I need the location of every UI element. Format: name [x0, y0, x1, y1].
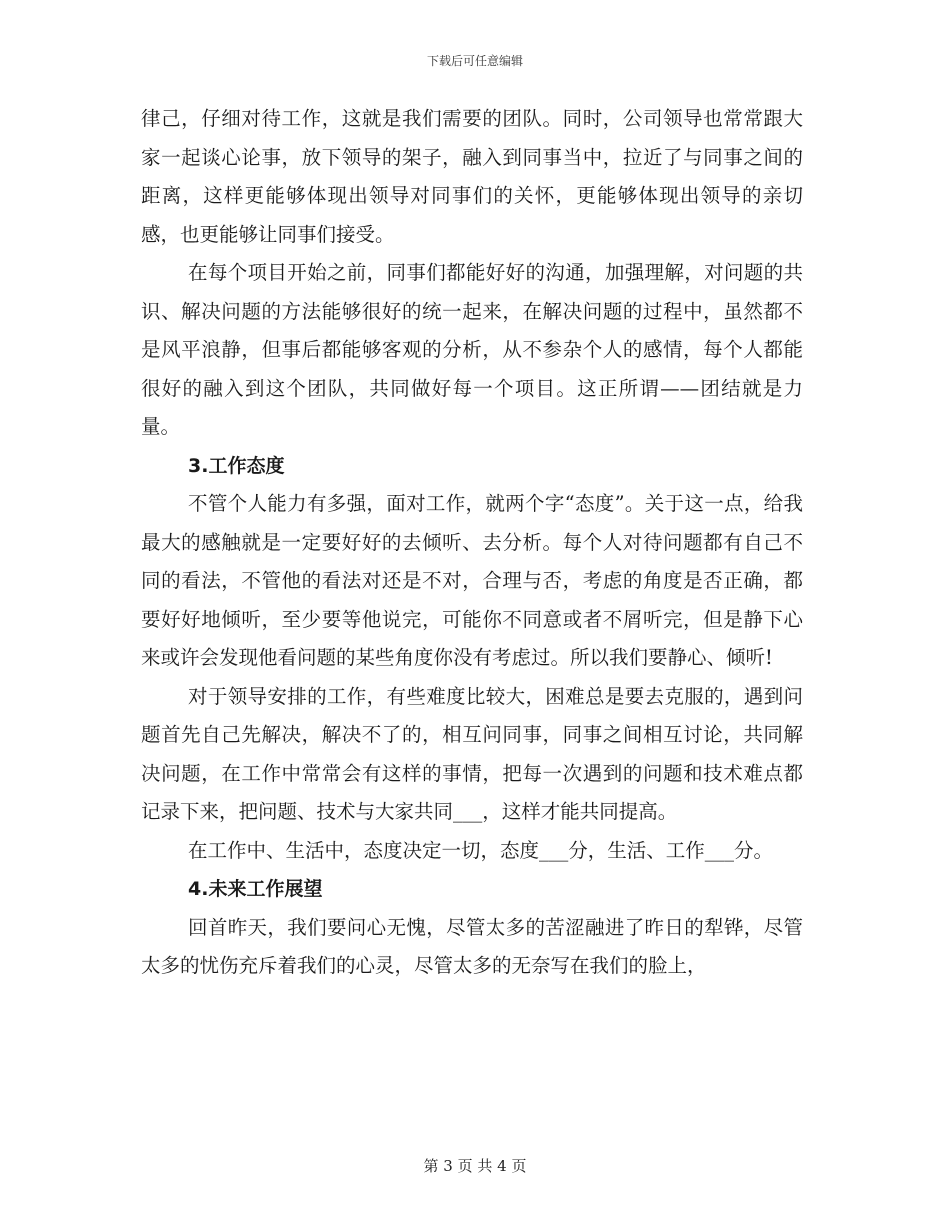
page-number: 第 3 页 共 4 页 — [423, 1157, 527, 1175]
paragraph-project-communication: 在每个项目开始之前，同事们都能好好的沟通，加强理解，对问题的共识、解决问题的方法能够很好的统一起来，在解决问题的过程中，虽然都不是风平浪静，但事后都能够客观的分析，从不参杂个人的感情，每个人都能很好的融入到这个团队，共同做好每一个项目。这正所谓——团结就是力量。 — [141, 261, 803, 438]
paragraph-attitude-everything: 在工作中、生活中，态度决定一切，态度___分，生活、工作___分。 — [188, 838, 774, 862]
paragraph-solving-problems: 对于领导安排的工作，有些难度比较大，困难总是要去克服的，遇到问题首先自己先解决，解决不了的，相互问同事，同事之间相互讨论，共同解决问题，在工作中常常会有这样的事情，把每一次遇到的问题和技术难点都记录下来，把问题、技术与大家共同___，这样才能共同提高。 — [141, 684, 803, 823]
document-body — [141, 100, 803, 986]
page-header: 下载后可任意编辑 — [426, 54, 523, 68]
paragraph-looking-back: 回首昨天，我们要问心无愧，尽管太多的苦涩融进了昨日的犁铧，尽管太多的忧伤充斥着我们的心灵，尽管太多的无奈写在我们的脸上， — [141, 915, 803, 977]
section-heading-future-outlook: 4.未来工作展望 — [188, 878, 323, 900]
paragraph-attitude-listening: 不管个人能力有多强，面对工作，就两个字“态度”。关于这一点，给我最大的感触就是一定要好好的去倾听、去分析。每个人对待问题都有自己不同的看法，不管他的看法对还是不对，合理与否，考虑的角度是否正确，都要好好地倾听，至少要等他说完，可能你不同意或者不屑听完，但是静下心来或许会发现他看问题的某些角度你没有考虑过。所以我们要静心、倾听! — [141, 492, 803, 669]
paragraph-team-leadership: 律己，仔细对待工作，这就是我们需要的团队。同时，公司领导也常常跟大家一起谈心论事，放下领导的架子，融入到同事当中，拉近了与同事之间的距离，这样更能够体现出领导对同事们的关怀，更能够体现出领导的亲切感，也更能够让同事们接受。 — [141, 107, 803, 246]
section-heading-work-attitude: 3.工作态度 — [188, 454, 285, 477]
